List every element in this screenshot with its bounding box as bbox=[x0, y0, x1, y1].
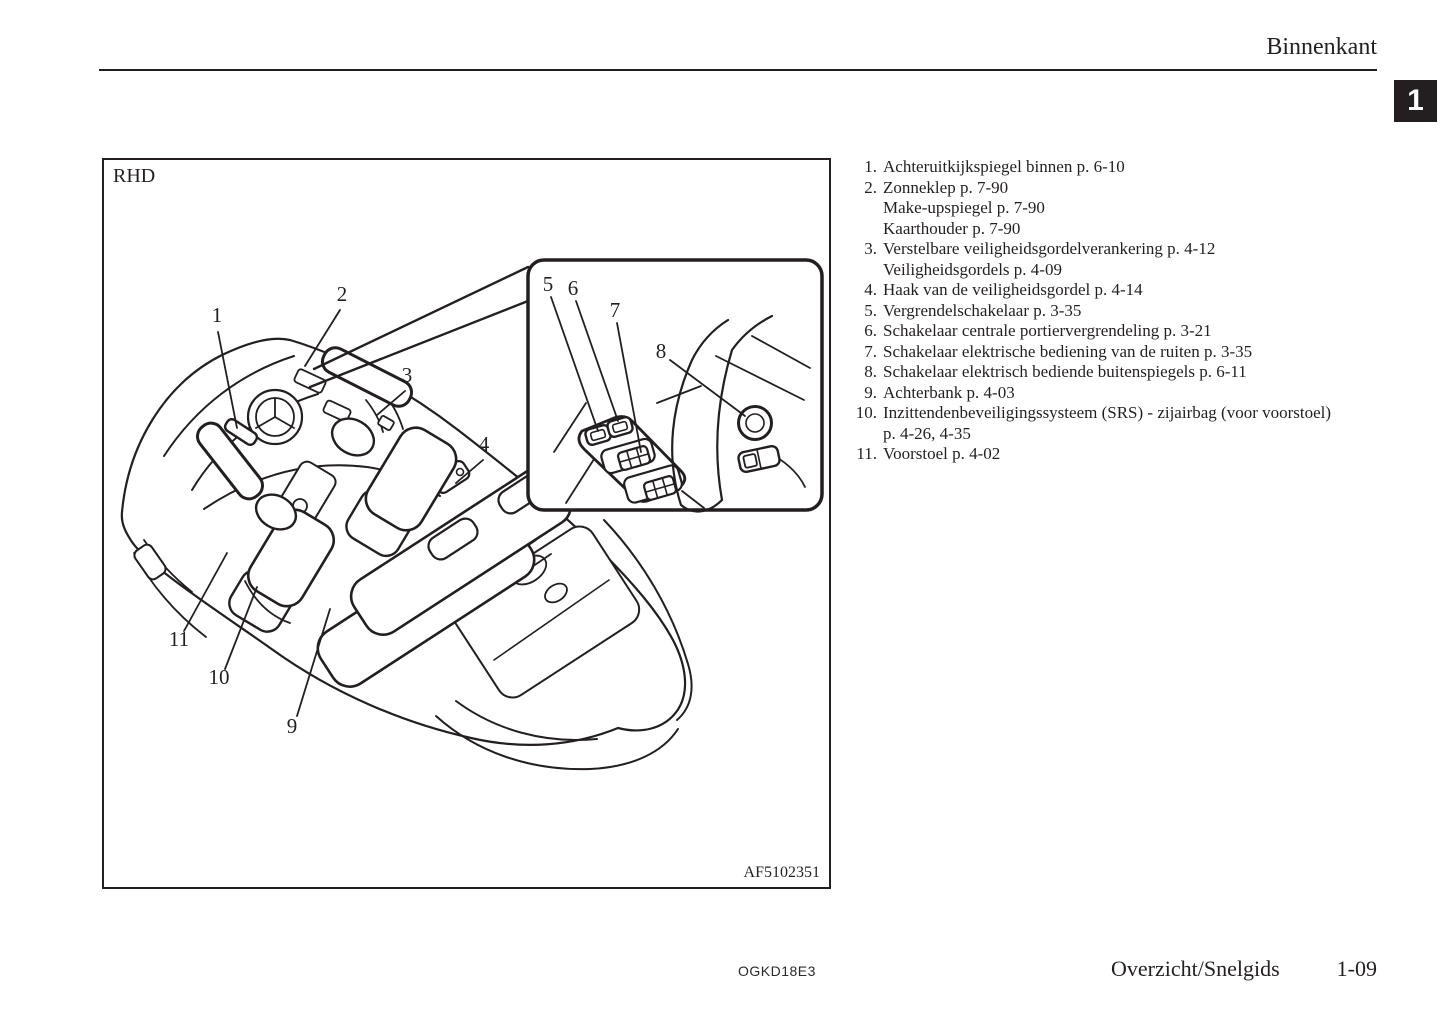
callout-8: 8 bbox=[655, 339, 667, 363]
mirror-adjust-knob bbox=[739, 407, 772, 440]
figure-box bbox=[102, 158, 831, 889]
instrument-hood bbox=[293, 368, 326, 393]
legend-item bbox=[851, 403, 1411, 444]
legend-item-number: 4. bbox=[864, 280, 877, 299]
legend-item bbox=[851, 383, 1411, 404]
legend-item-text: Verstelbare veiligheidsgordelverankering p. 4-12 Veiligheidsgordels p. 4-09 bbox=[883, 239, 1216, 279]
callout-4: 4 bbox=[478, 432, 490, 456]
footer-document-code: OGKD18E3 bbox=[738, 963, 816, 979]
figure-code: AF5102351 bbox=[743, 864, 820, 881]
legend-item bbox=[851, 444, 1411, 465]
header-rule bbox=[99, 69, 1377, 71]
legend-item-text: Inzittendenbeveiligingssysteem (SRS) - zijairbag (voor voorstoel) p. 4-26, 4-35 bbox=[883, 403, 1332, 443]
legend-item bbox=[851, 280, 1411, 301]
page-title: Binnenkant bbox=[1266, 34, 1377, 60]
footer-page-number: 1-09 bbox=[1336, 956, 1377, 981]
chapter-tab bbox=[1394, 80, 1437, 122]
front-right-headrest bbox=[325, 411, 380, 462]
legend-item-text: Schakelaar elektrische bediening van de ruiten p. 3-35 bbox=[883, 341, 1253, 361]
callout-2: 2 bbox=[336, 282, 348, 306]
legend-item-number: 3. bbox=[864, 239, 877, 258]
legend-item-text: Achterbank p. 4-03 bbox=[883, 382, 1015, 402]
legend-item-text: Achteruitkijkspiegel binnen p. 6-10 bbox=[883, 157, 1125, 176]
legend-item-text: Schakelaar elektrisch bediende buitenspiegels p. 6-11 bbox=[883, 362, 1247, 381]
callout-1: 1 bbox=[211, 303, 223, 327]
footer-right bbox=[1111, 956, 1377, 982]
callout-3: 3 bbox=[401, 363, 413, 387]
legend-item bbox=[851, 239, 1411, 280]
legend-item bbox=[851, 178, 1411, 240]
callout-7: 7 bbox=[609, 298, 621, 322]
callout-9: 9 bbox=[286, 714, 298, 738]
legend-item-number: 1. bbox=[864, 157, 877, 176]
legend-item-text: Zonneklep p. 7-90 Make-upspiegel p. 7-90 Kaarthouder p. 7-90 bbox=[883, 177, 1045, 238]
car-interior-diagram bbox=[104, 160, 829, 887]
legend-item-text: Schakelaar centrale portiervergrendeling p. 3-21 bbox=[883, 321, 1212, 340]
legend-item bbox=[851, 321, 1411, 342]
footer-section-title: Overzicht/Snelgids bbox=[1111, 956, 1280, 981]
legend-item-number: 11. bbox=[856, 444, 877, 463]
legend-list bbox=[851, 157, 1411, 465]
chapter-tab-number: 1 bbox=[1407, 84, 1424, 117]
callout-11: 11 bbox=[168, 627, 190, 651]
legend-item-number: 6. bbox=[864, 321, 877, 340]
legend-item-text: Voorstoel p. 4-02 bbox=[883, 444, 1001, 463]
legend-item-number: 5. bbox=[864, 300, 877, 320]
callout-10: 10 bbox=[208, 665, 230, 689]
legend-item-text: Haak van de veiligheidsgordel p. 4-14 bbox=[883, 280, 1143, 299]
legend-item-number: 10. bbox=[855, 403, 877, 422]
legend-item bbox=[851, 362, 1411, 383]
seatbelt-anchor bbox=[377, 415, 394, 431]
legend-item bbox=[851, 301, 1411, 322]
legend-item bbox=[851, 157, 1411, 178]
legend-item bbox=[851, 342, 1411, 363]
legend-item-text: Vergrendelschakelaar p. 3-35 bbox=[883, 300, 1082, 320]
legend-item-number: 2. bbox=[864, 177, 877, 197]
figure-variant-label: RHD bbox=[113, 165, 156, 187]
legend-item-number: 8. bbox=[864, 362, 877, 381]
callout-6: 6 bbox=[567, 276, 579, 300]
legend-item-number: 7. bbox=[864, 341, 877, 361]
callout-5: 5 bbox=[542, 272, 554, 296]
legend-item-number: 9. bbox=[864, 382, 877, 402]
